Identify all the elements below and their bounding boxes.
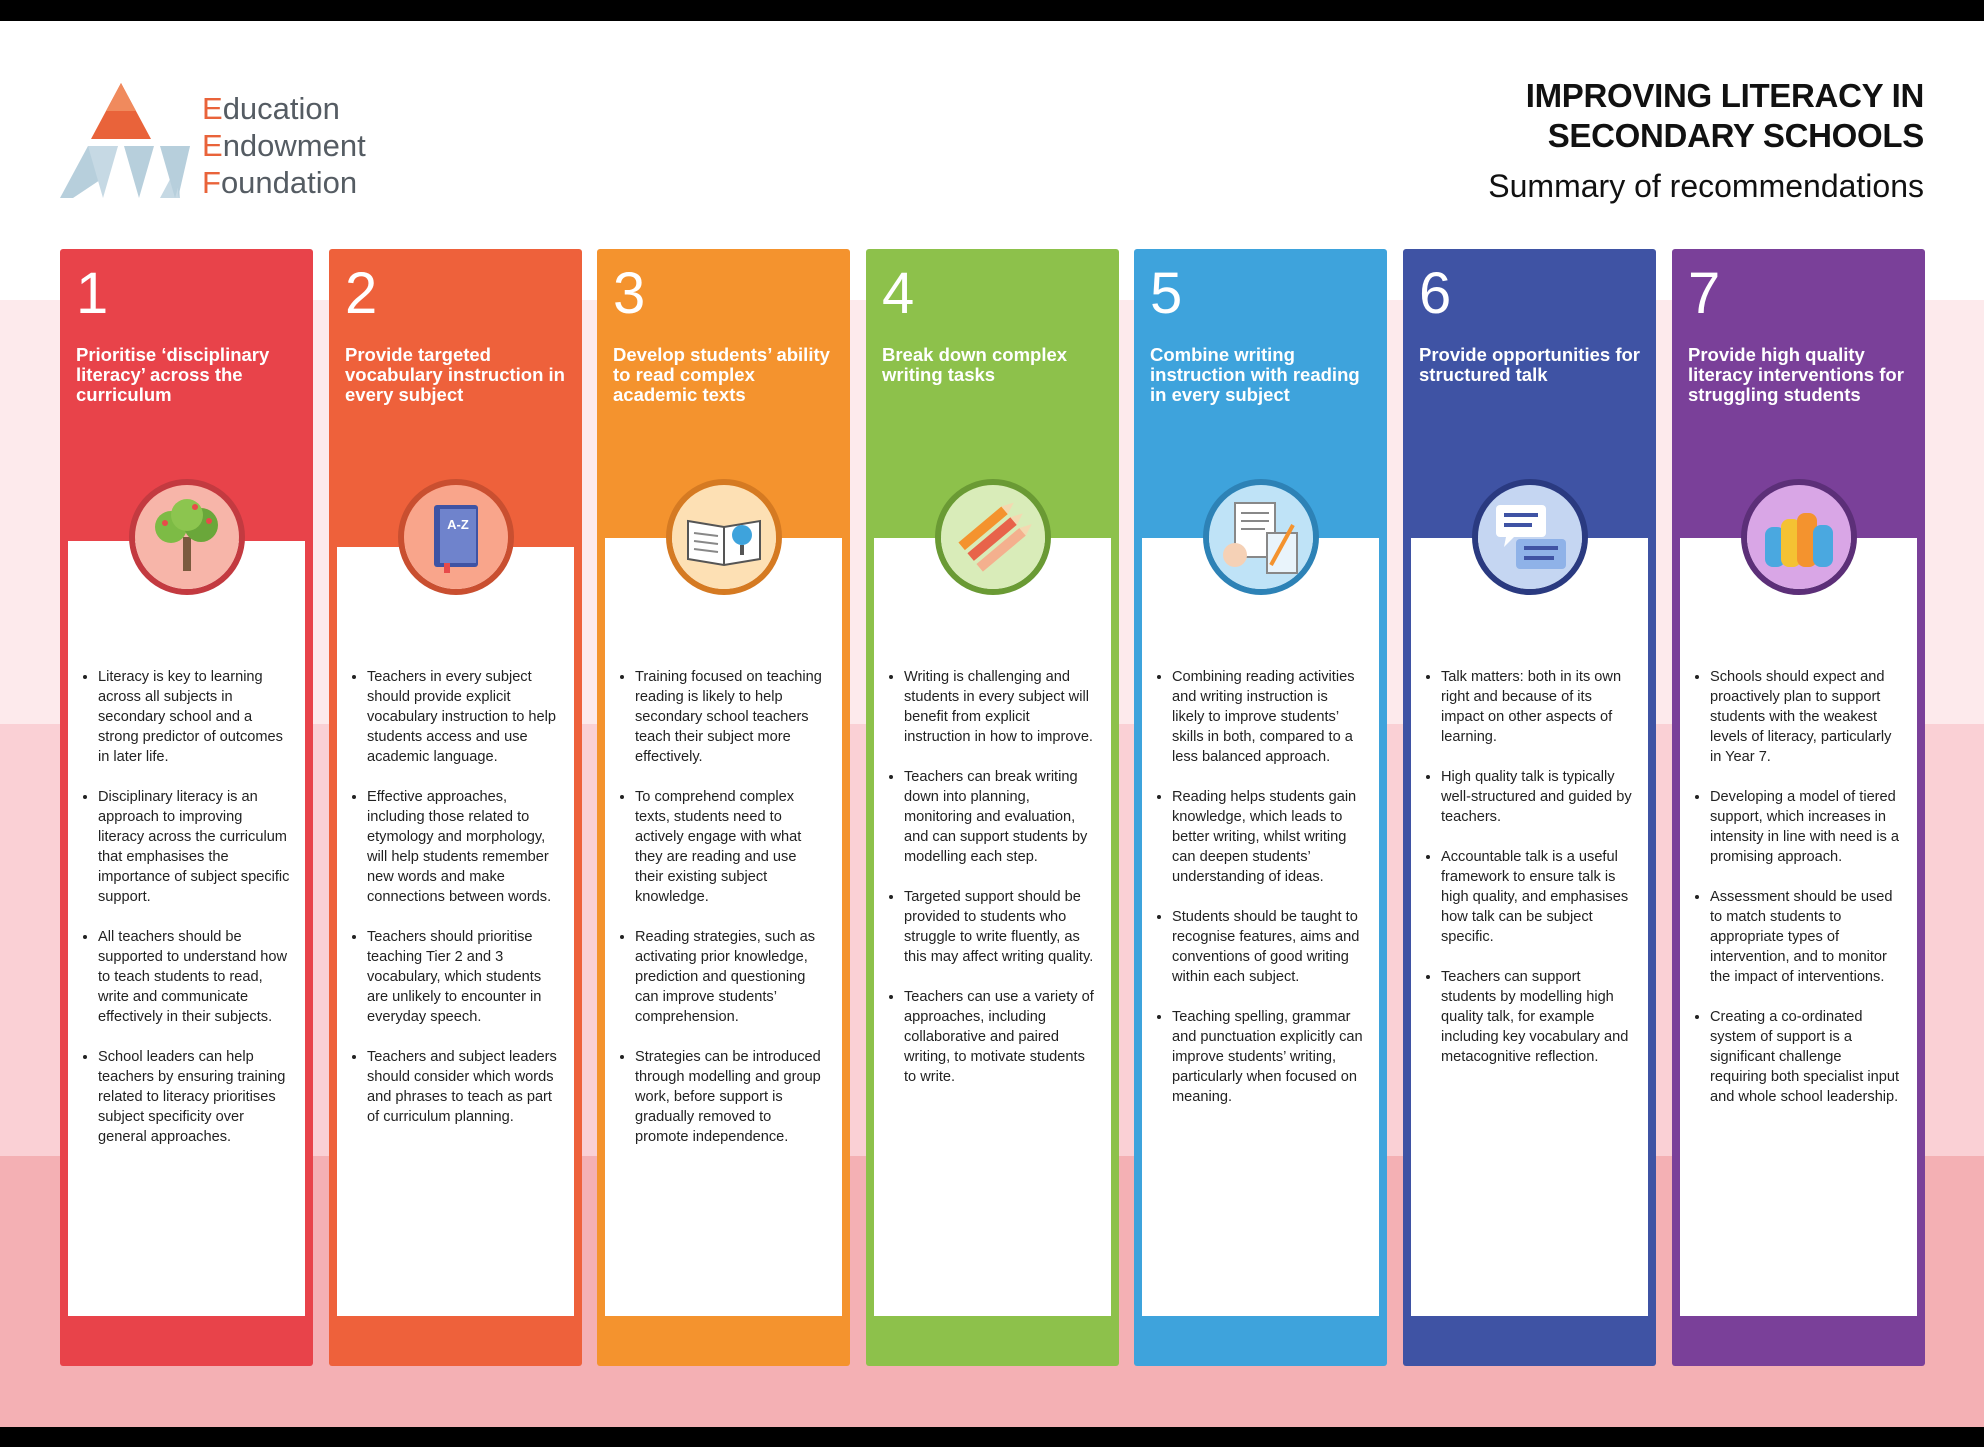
recommendation-number: 7 (1688, 261, 1721, 326)
list-item: • Teachers can support students by modelling high quality talk, for example including key vocabulary and metacognitive reflection. (1441, 967, 1633, 1067)
recommendation-card-3 (597, 249, 850, 1366)
document-subtitle: Summary of recommendations (1488, 168, 1924, 204)
list-item: • Teachers in every subject should provide explicit vocabulary instruction to help students access and use academic language. (367, 667, 559, 767)
recommendation-bullet-list (1680, 667, 1902, 1127)
pencils-icon (935, 479, 1051, 595)
recommendation-number: 1 (76, 261, 109, 326)
list-item: • Literacy is key to learning across all subjects in secondary school and a strong predictor of outcomes in later life. (98, 667, 290, 767)
list-item: • Training focused on teaching reading is likely to help secondary school teachers teach their subject more effectively. (635, 667, 827, 767)
recommendation-heading: Develop students’ ability to read complex academic texts (613, 344, 830, 405)
recommendation-heading: Provide opportunities for structured talk (1419, 344, 1640, 385)
recommendation-card-7 (1672, 249, 1925, 1366)
list-item: • Creating a co-ordinated system of support is a significant challenge requiring both specialist input and whole school leadership. (1710, 1007, 1902, 1107)
list-item: • Targeted support should be provided to students who struggle to write fluently, as this may affect writing quality. (904, 887, 1096, 967)
recommendation-number: 4 (882, 261, 915, 326)
recommendation-bullet-list (68, 667, 290, 1167)
top-border (0, 0, 1984, 21)
recommendation-number: 3 (613, 261, 646, 326)
wordmark-line-endowment: Endowment (202, 128, 366, 163)
bottom-border (0, 1427, 1984, 1447)
recommendation-heading: Combine writing instruction with reading in every subject (1150, 344, 1360, 405)
list-item: • Disciplinary literacy is an approach to improving literacy across the curriculum that emphasises the importance of subject specific support. (98, 787, 290, 907)
list-item: • Strategies can be introduced through modelling and group work, before support is gradually removed to promote independence. (635, 1047, 827, 1147)
list-item: • Teachers should prioritise teaching Tier 2 and 3 vocabulary, which students are unlikely to encounter in everyday speech. (367, 927, 559, 1027)
recommendation-bullet-list (337, 667, 559, 1147)
writing-hand-icon (1203, 479, 1319, 595)
list-item: • Reading strategies, such as activating prior knowledge, prediction and questioning can improve students’ comprehension. (635, 927, 827, 1027)
speech-bubbles-icon (1472, 479, 1588, 595)
recommendation-heading: Break down complex writing tasks (882, 344, 1068, 385)
recommendation-card-1 (60, 249, 313, 1366)
list-item: • Developing a model of tiered support, which increases in intensity in line with need is a promising approach. (1710, 787, 1902, 867)
list-item: • Teachers can break writing down into planning, monitoring and evaluation, and can support students by modelling each step. (904, 767, 1096, 867)
tree-icon (129, 479, 245, 595)
eef-wordmark (202, 90, 366, 201)
recommendation-card-4 (866, 249, 1119, 1366)
list-item: • Teachers and subject leaders should consider which words and phrases to teach as part of curriculum planning. (367, 1047, 559, 1127)
list-item: • Assessment should be used to match students to appropriate types of intervention, and to monitor the impact of interventions. (1710, 887, 1902, 987)
recommendation-card-6 (1403, 249, 1656, 1366)
list-item: • Combining reading activities and writing instruction is likely to improve students’ skills in both, compared to a less balanced approach. (1172, 667, 1364, 767)
recommendation-bullet-list (605, 667, 827, 1167)
list-item: • School leaders can help teachers by ensuring training related to literacy prioritises subject specificity over general approaches. (98, 1047, 290, 1147)
recommendation-number: 6 (1419, 261, 1452, 326)
list-item: • Students should be taught to recognise features, aims and conventions of good writing within each subject. (1172, 907, 1364, 987)
svg-text:A-Z: A-Z (447, 517, 469, 532)
list-item: • Effective approaches, including those related to etymology and morphology, will help students remember new words and make connections between words. (367, 787, 559, 907)
recommendation-card-2 (329, 249, 582, 1366)
list-item: • High quality talk is typically well-structured and guided by teachers. (1441, 767, 1633, 827)
recommendation-bullet-list (1142, 667, 1364, 1127)
list-item: • Writing is challenging and students in every subject will benefit from explicit instruction in how to improve. (904, 667, 1096, 747)
recommendation-card-5 (1134, 249, 1387, 1366)
recommendation-heading: Provide high quality literacy interventions for struggling students (1688, 344, 1904, 405)
list-item: • Teachers can use a variety of approaches, including collaborative and paired writing, to motivate students to write. (904, 987, 1096, 1087)
list-item: • All teachers should be supported to understand how to teach students to read, write and communicate effectively in their subjects. (98, 927, 290, 1027)
recommendation-number: 5 (1150, 261, 1183, 326)
open-book-globe-icon (666, 479, 782, 595)
recommendation-bullet-list (874, 667, 1096, 1107)
bar-shapes-icon (1741, 479, 1857, 595)
list-item: • Reading helps students gain knowledge, which leads to better writing, whilst writing can deepen students’ understanding of ideas. (1172, 787, 1364, 887)
wordmark-line-foundation: Foundation (202, 165, 358, 200)
recommendation-heading: Provide targeted vocabulary instruction in every subject (345, 344, 565, 405)
list-item: • Accountable talk is a useful framework to ensure talk is high quality, and emphasises how talk can be subject specific. (1441, 847, 1633, 947)
list-item: • Teaching spelling, grammar and punctuation explicitly can improve students’ writing, particularly when focused on meaning. (1172, 1007, 1364, 1107)
wordmark-line-education: Education (202, 91, 340, 126)
recommendation-number: 2 (345, 261, 378, 326)
recommendation-heading: Prioritise ‘disciplinary literacy’ across the curriculum (76, 344, 270, 405)
list-item: • Talk matters: both in its own right and because of its impact on other aspects of learning. (1441, 667, 1633, 747)
dictionary-book-icon (398, 479, 514, 595)
list-item: • To comprehend complex texts, students need to actively engage with what they are reading and use their existing subject knowledge. (635, 787, 827, 907)
recommendation-bullet-list (1411, 667, 1633, 1087)
list-item: • Schools should expect and proactively plan to support students with the weakest levels of literacy, particularly in Year 7. (1710, 667, 1902, 767)
document-title: IMPROVING LITERACY IN SECONDARY SCHOOLS (1525, 77, 1924, 154)
